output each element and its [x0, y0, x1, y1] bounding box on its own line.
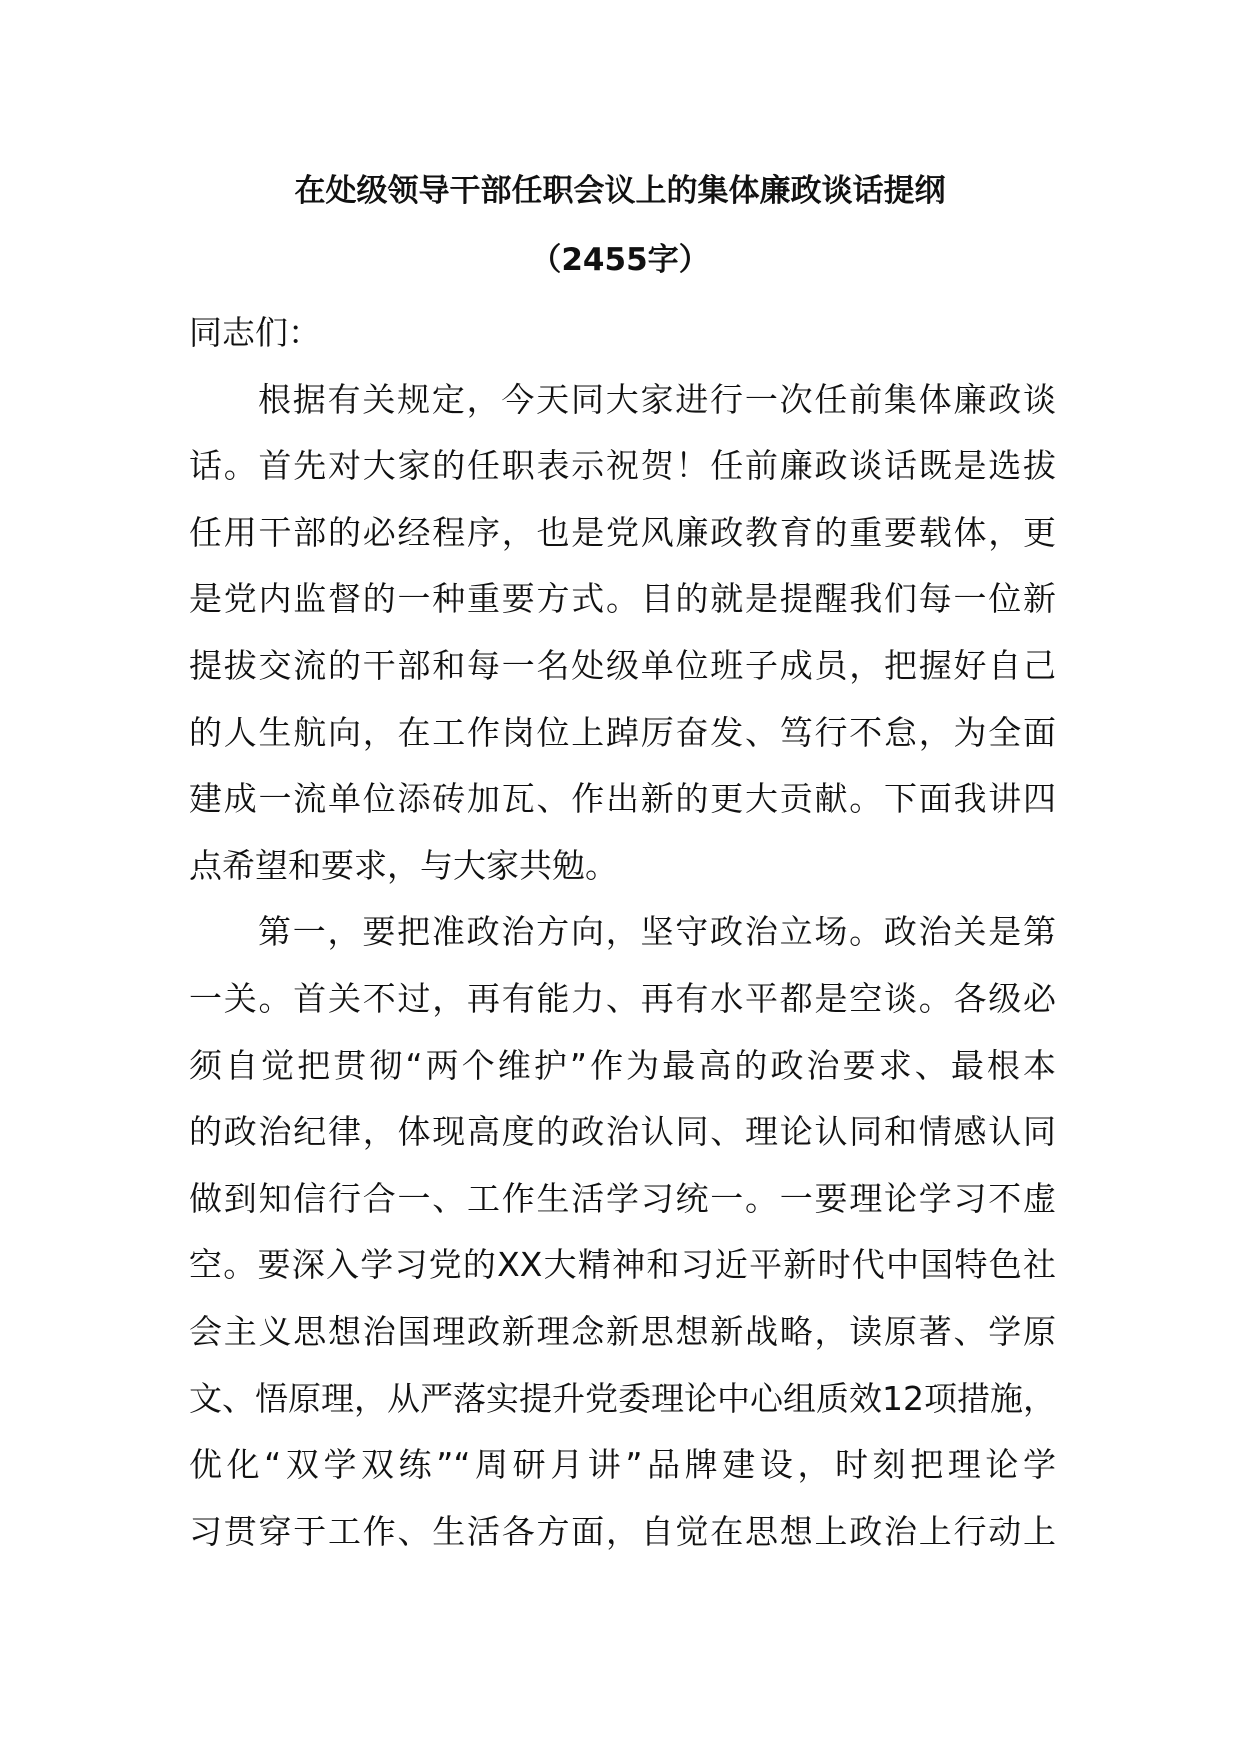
- text-line: 根据有关规定，今天同大家进行一次任前集体廉政谈: [258, 379, 1056, 419]
- text-line: 话。首先对大家的任职表示祝贺！任前廉政谈话既是选拔: [189, 446, 1056, 486]
- text-line: 任用干部的必经程序，也是党风廉政教育的重要载体，更: [189, 512, 1056, 552]
- text-line: 会主义思想治国理政新理念新思想新战略，读原著、学原: [189, 1311, 1056, 1351]
- text-line: 提拔交流的干部和每一名处级单位班子成员，把握好自己: [189, 645, 1056, 685]
- word-count-subtitle: （2455字）: [530, 242, 710, 278]
- text-line: 一关。首关不过，再有能力、再有水平都是空谈。各级必: [189, 978, 1056, 1018]
- text-line: 须自觉把贯彻“两个维护”作为最高的政治要求、最根本: [189, 1045, 1056, 1085]
- document-body: [189, 300, 1056, 1565]
- text-line: 文、悟原理，从严落实提升党委理论中心组质效12项措施，: [189, 1378, 1056, 1418]
- paragraph-1: [189, 367, 1056, 900]
- text-line: 建成一流单位添砖加瓦、作出新的更大贡献。下面我讲四: [189, 779, 1056, 819]
- text-line: 的政治纪律，体现高度的政治认同、理论认同和情感认同: [189, 1112, 1056, 1152]
- text-line: 的人生航向，在工作岗位上踔厉奋发、笃行不怠，为全面: [189, 712, 1056, 752]
- text-line: 做到知信行合一、工作生活学习统一。一要理论学习不虚: [189, 1178, 1056, 1218]
- text-line: 是党内监督的一种重要方式。目的就是提醒我们每一位新: [189, 579, 1056, 619]
- text-line: 点希望和要求，与大家共勉。: [189, 845, 618, 885]
- document-title: 在处级领导干部任职会议上的集体廉政谈话提纲: [294, 173, 946, 209]
- text-line: 优化“双学双练”“周研月讲”品牌建设，时刻把理论学: [189, 1445, 1056, 1485]
- text-line: 习贯穿于工作、生活各方面，自觉在思想上政治上行动上: [189, 1511, 1056, 1551]
- text-line: 空。要深入学习党的XX大精神和习近平新时代中国特色社: [189, 1245, 1056, 1285]
- salutation: 同志们：: [189, 313, 321, 352]
- paragraph-2: [189, 899, 1056, 1565]
- text-line: 第一，要把准政治方向，坚守政治立场。政治关是第: [258, 912, 1056, 952]
